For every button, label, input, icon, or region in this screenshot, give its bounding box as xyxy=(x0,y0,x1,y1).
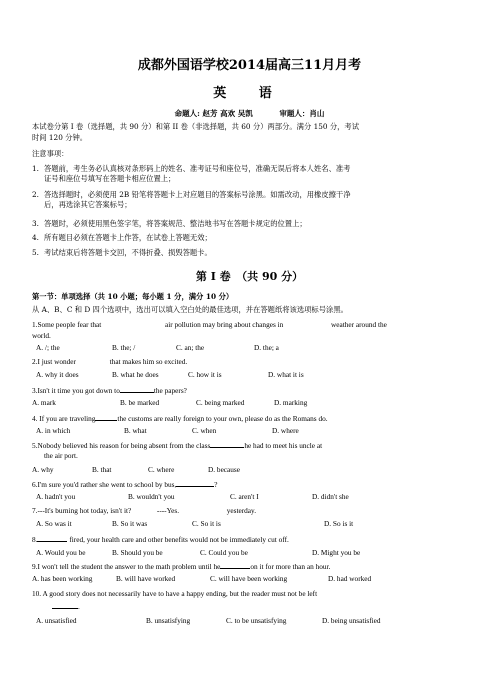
part-heading: 第一节：单项选择（共 10 小题；每小题 1 分，满分 10 分） xyxy=(32,292,234,301)
question-10: 10. A good story does not necessarily have to have a happy ending, but the reader must not be left xyxy=(32,589,318,598)
answer-blank xyxy=(52,601,78,609)
option-a[interactable]: A. unsatisfied xyxy=(36,616,77,625)
section-title: 第 I 卷 （共 90 分） xyxy=(195,270,304,283)
option-d[interactable]: D. being unsatisfied xyxy=(322,616,381,625)
answer-blank xyxy=(176,479,214,487)
option-b[interactable]: B. Should you be xyxy=(112,548,163,557)
question-4: 4. If you are traveling the customs are really foreign to your own, please do as the Romans do. xyxy=(32,414,328,423)
option-b[interactable]: B. be marked xyxy=(120,398,160,407)
option-a[interactable]: A. /; the xyxy=(36,343,60,352)
option-d[interactable]: D. because xyxy=(208,465,241,474)
note-1: 1. 答题前，考生务必认真核对条形码上的姓名、准考证号和座位号，准确无误后将本人姓名、准考 证号和座位号填写在答题卡相应位置上； xyxy=(32,164,351,183)
answer-blank xyxy=(210,440,244,448)
question-6: 6.I'm sure you'd rather she went to school by bus, ? xyxy=(32,480,218,489)
note-3: 3. 答题时，必须使用黑色签字笔，将答案规范、整洁地书写在答题卡规定的位置上； xyxy=(32,219,307,228)
option-a[interactable]: A. why xyxy=(32,465,54,474)
option-c[interactable]: C. to be unsatisfying xyxy=(226,616,287,625)
subject-title: 英 语 xyxy=(213,86,286,101)
option-d[interactable]: D. what it is xyxy=(268,370,304,379)
question-1: 1.Some people fear that air pollution may bring about changes in weather around the xyxy=(32,320,387,329)
option-a[interactable]: A. So was it xyxy=(36,519,72,528)
question-7: 7.---It's burning hot today, isn't it? ----Yes. yesterday. xyxy=(32,506,257,515)
option-a[interactable]: A. in which xyxy=(36,426,71,435)
question-9: 9.I won't tell the student the answer to the math problem until he on it for more than an hour. xyxy=(32,562,331,571)
note-2: 2. 答选择题时，必须使用 2B 铅笔将答题卡上对应题目的答案标号涂黑。如需改动，用橡皮擦干净 后，再选涂其它答案标号； xyxy=(32,190,351,209)
intro-line-1: 本试卷分第 I 卷（选择题，共 90 分）和第 II 卷（非选择题，共 60 分）两部分。满分 150 分，考试 xyxy=(32,122,360,131)
option-b[interactable]: B. what he does xyxy=(112,370,159,379)
option-b[interactable]: B. unsatisfying xyxy=(146,616,191,625)
instruction: 从 A、B、C 和 D 四个选项中，选出可以填入空白处的最佳选项，并在答题纸将该选项标号涂黑。 xyxy=(32,305,348,314)
option-a[interactable]: A. Would you be xyxy=(36,548,86,557)
question-2: 2.I just wonder that makes him so excited. xyxy=(32,357,188,366)
question-5: 5.Nobody believed his reason for being absent from the class he had to meet his uncle at xyxy=(32,441,323,450)
note-4: 4. 所有题目必须在答题卡上作答，在试卷上答题无效； xyxy=(32,233,212,242)
exam-title: 成都外国语学校2014届高三11月月考 xyxy=(137,58,362,73)
answer-blank xyxy=(120,385,154,393)
option-b[interactable]: B. wouldn't you xyxy=(128,492,175,501)
option-a[interactable]: A. has been working xyxy=(32,574,93,583)
option-b[interactable]: B. that xyxy=(92,465,112,474)
answer-blank xyxy=(37,534,67,542)
authors-line xyxy=(0,108,499,119)
option-c[interactable]: C. an; the xyxy=(176,343,205,352)
option-d[interactable]: D. marking xyxy=(274,398,308,407)
option-a[interactable]: A. why it does xyxy=(36,370,79,379)
option-b[interactable]: B. So it was xyxy=(112,519,148,528)
option-b[interactable]: B. will have worked xyxy=(116,574,176,583)
option-c[interactable]: C. Could you be xyxy=(200,548,248,557)
setters: 命题人: 赵芳 高欢 吴凯 xyxy=(174,109,253,118)
question-1-cont: world. xyxy=(32,331,51,340)
option-a[interactable]: A. mark xyxy=(32,398,56,407)
question-8: 8. fired, your health care and other benefits would not be immediately cut off. xyxy=(32,535,289,544)
option-c[interactable]: C. aren't I xyxy=(230,492,259,501)
option-c[interactable]: C. how it is xyxy=(188,370,222,379)
answer-blank xyxy=(95,413,117,421)
option-d[interactable]: D. where xyxy=(272,426,299,435)
option-c[interactable]: C. when xyxy=(192,426,217,435)
option-d[interactable]: D. had worked xyxy=(328,574,372,583)
option-c[interactable]: C. being marked xyxy=(196,398,245,407)
notice-label: 注意事项： xyxy=(32,149,69,158)
option-c[interactable]: C. So it is xyxy=(192,519,221,528)
option-c[interactable]: C. where xyxy=(148,465,175,474)
option-d[interactable]: D. Might you be xyxy=(312,548,361,557)
option-b[interactable]: B. what xyxy=(124,426,147,435)
option-d[interactable]: D. didn't she xyxy=(312,492,349,501)
question-5-cont: the air port. xyxy=(44,451,78,460)
option-a[interactable]: A. hadn't you xyxy=(36,492,76,501)
option-d[interactable]: D. the; a xyxy=(254,343,279,352)
option-c[interactable]: C. will have been working xyxy=(210,574,288,583)
option-b[interactable]: B. the; / xyxy=(112,343,136,352)
option-d[interactable]: D. So is it xyxy=(324,519,354,528)
question-10-cont: . xyxy=(52,601,497,612)
note-5: 5. 考试结束后将答题卡交回，不得折叠、损毁答题卡。 xyxy=(32,248,212,257)
reviewer: 审题人：肖山 xyxy=(279,109,325,118)
answer-blank xyxy=(220,561,250,569)
question-3: 3.Isn't it time you got down to the papers? xyxy=(32,386,187,395)
intro-line-2: 时间 120 分钟。 xyxy=(32,133,88,142)
